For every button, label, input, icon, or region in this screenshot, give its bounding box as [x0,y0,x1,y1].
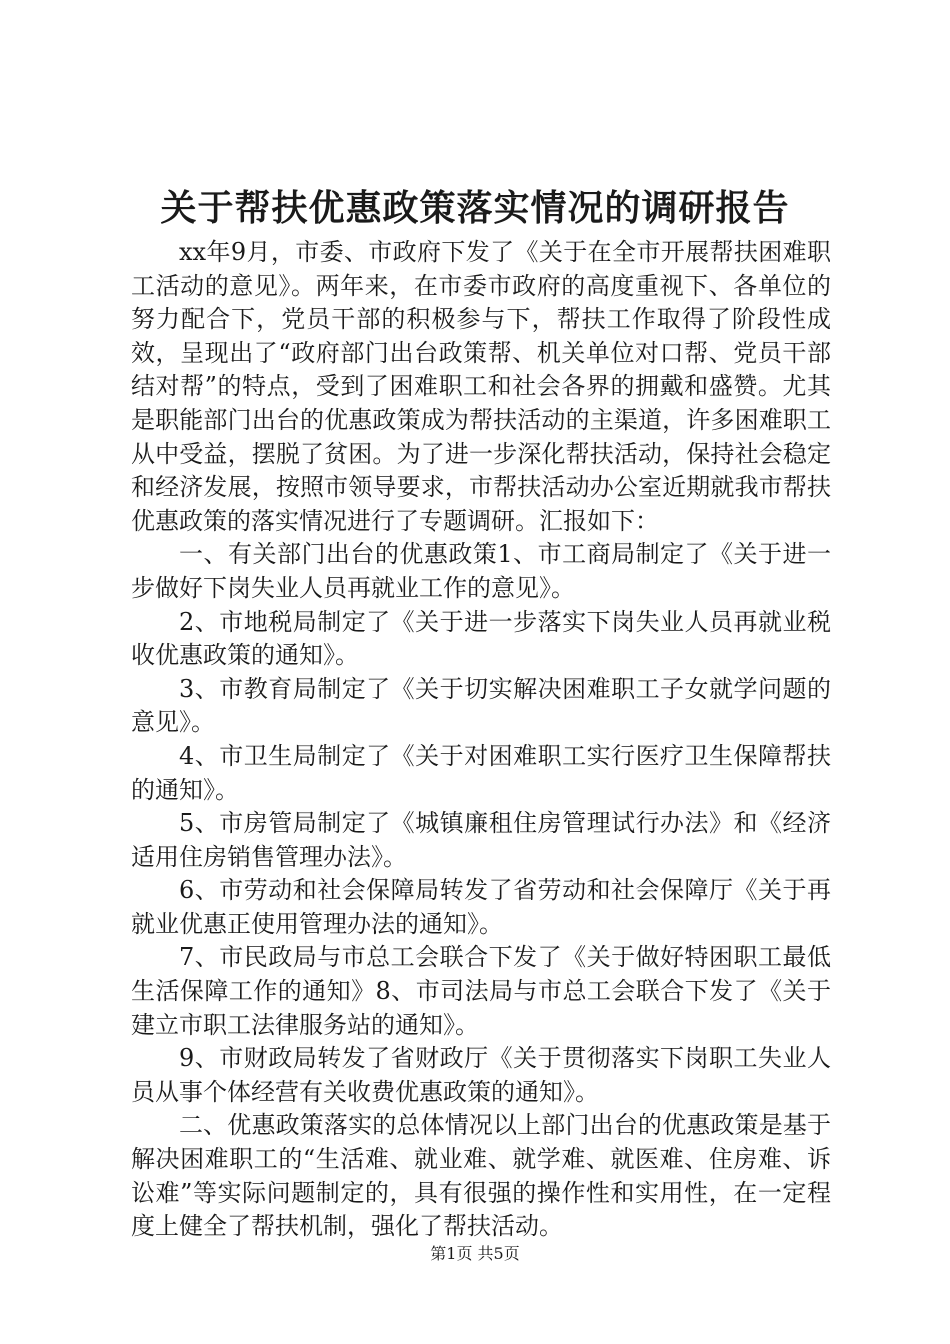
paragraph-item-6: 6、市劳动和社会保障局转发了省劳动和社会保障厅《关于再就业优惠正使用管理办法的通知》。 [131,876,831,938]
paragraph-item-9: 9、市财政局转发了省财政厅《关于贯彻落实下岗职工失业人员从事个体经营有关收费优惠政策的通知》。 [131,1044,831,1106]
paragraph-section-1: 一、有关部门出台的优惠政策1、市工商局制定了《关于进一步做好下岗失业人员再就业工作的意见》。 [131,540,831,602]
paragraph-section-2: 二、优惠政策落实的总体情况以上部门出台的优惠政策是基于解决困难职工的“生活难、就业难、就学难、就医难、住房难、诉讼难”等实际问题制定的，具有很强的操作性和实用性，在一定程度上健全了帮扶机制，强化了帮扶活动。 [131,1111,831,1241]
document-title: 关于帮扶优惠政策落实情况的调研报告 [160,187,790,229]
document-body [131,236,831,1244]
page-footer: 第1页 共5页 [430,1244,520,1263]
paragraph-item-7-8: 7、市民政局与市总工会联合下发了《关于做好特困职工最低生活保障工作的通知》8、市司法局与市总工会联合下发了《关于建立市职工法律服务站的通知》。 [131,943,831,1039]
paragraph-intro: xx年9月，市委、市政府下发了《关于在全市开展帮扶困难职工活动的意见》。两年来，在市委市政府的高度重视下、各单位的努力配合下，党员干部的积极参与下，帮扶工作取得了阶段性成效，呈现出了“政府部门出台政策帮、机关单位对口帮、党员干部结对帮”的特点，受到了困难职工和社会各界的拥戴和盛赞。尤其是职能部门出台的优惠政策成为帮扶活动的主渠道，许多困难职工从中受益，摆脱了贫困。为了进一步深化帮扶活动，保持社会稳定和经济发展，按照市领导要求，市帮扶活动办公室近期就我市帮扶优惠政策的落实情况进行了专题调研。汇报如下： [131,238,831,535]
paragraph-item-5: 5、市房管局制定了《城镇廉租住房管理试行办法》和《经济适用住房销售管理办法》。 [131,809,831,871]
paragraph-item-3: 3、市教育局制定了《关于切实解决困难职工子女就学问题的意见》。 [131,674,831,737]
paragraph-item-2: 2、市地税局制定了《关于进一步落实下岗失业人员再就业税收优惠政策的通知》。 [131,607,831,670]
paragraph-item-4: 4、市卫生局制定了《关于对困难职工实行医疗卫生保障帮扶的通知》。 [131,741,831,804]
